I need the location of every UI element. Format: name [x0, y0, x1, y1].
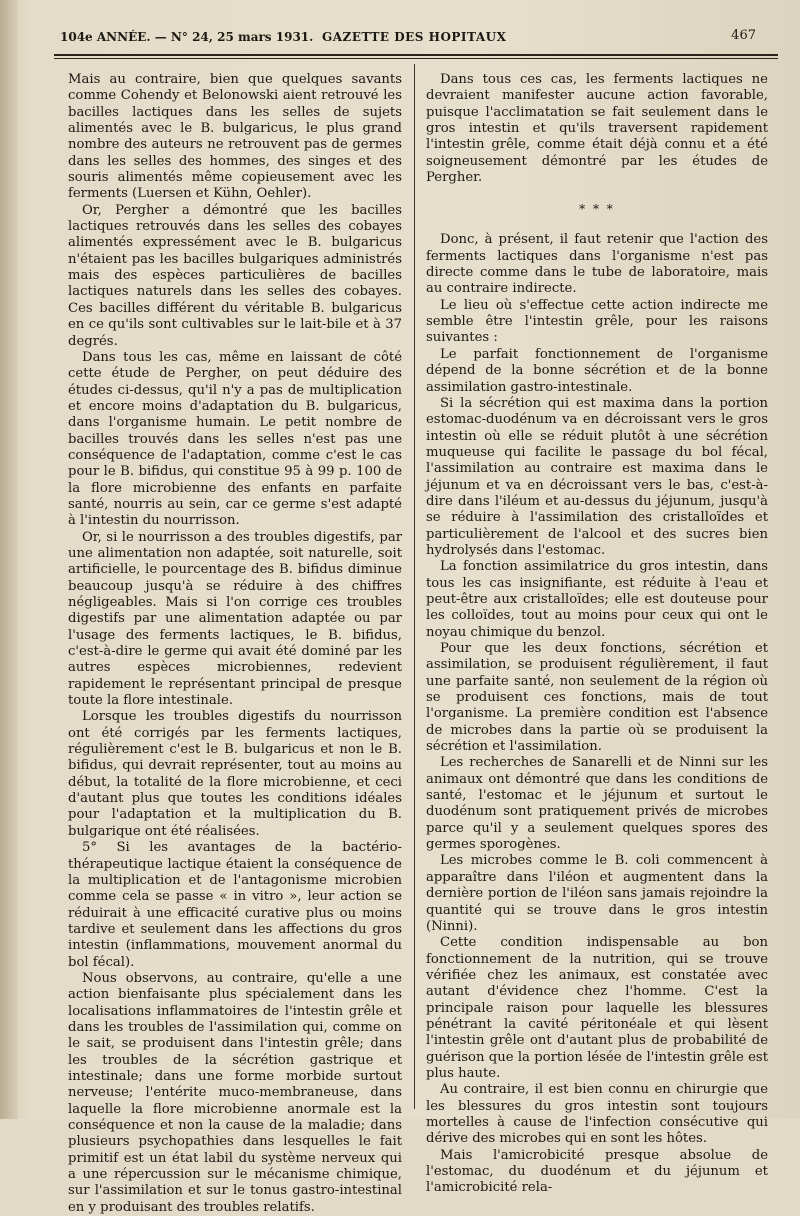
header-rule [54, 54, 778, 56]
page-number: 467 [731, 28, 756, 43]
paragraph: Donc, à présent, il faut retenir que l'action des ferments lactiques dans l'organisme n'est pas directe comme dans le tube de laboratoire, mais au contraire indirecte. [426, 232, 768, 297]
paragraph: Les recherches de Sanarelli et de Ninni sur les animaux ont démontré que dans les conditions de santé, l'estomac et le jéjunum et surtout le duodénum sont pratiquement privés de microbes parce qu'il y a seulement quelques spores des germes sporogènes. [426, 755, 768, 853]
paragraph: Or, si le nourrisson a des troubles digestifs, par une alimentation non adaptée, soit naturelle, soit artificielle, le pourcentage des B. bifidus diminue beaucoup jusqu'à se réduire à des chiffres négligeables. Mais si l'on corrige ces troubles digestifs par une alimentation adaptée ou par l'usage des ferments lactiques, le B. bifidus, c'est-à-dire le germe qui avait été dominé par les autres espèces microbiennes, redevient rapidement le représentant principal de presque toute la flore intestinale. [68, 529, 402, 709]
column-divider [414, 64, 415, 1109]
right-column [426, 72, 768, 1196]
header-rule-thin [54, 58, 778, 59]
binding-edge [0, 0, 18, 1119]
paragraph: Pour que les deux fonctions, sécrétion et assimilation, se produisent régulièrement, il faut une parfaite santé, non seulement de la région où se produisent ces fonctions, mais de tout l'organisme. La première condition est l'absence de microbes dans la partie où se produisent la sécrétion et l'assimilation. [426, 641, 768, 755]
section-separator: * * * [579, 202, 615, 217]
paragraph: Cette condition indispensable au bon fonctionnement de la nutrition, qui se trouve vérifiée chez les animaux, est constatée avec autant d'évidence chez l'homme. C'est la principale raison pour laquelle les blessures pénétrant la cavité péritonéale et qui lèsent l'intestin grêle ont d'autant plus de probabilité de guérison que la portion lésée de l'intestin grêle est plus haute. [426, 935, 768, 1081]
paragraph: Nous observons, au contraire, qu'elle a une action bienfaisante plus spécialement dans les localisations inflammatoires de l'intestin grêle et dans les troubles de l'assimilation qui, comme on le sait, se produisent dans l'intestin grêle; dans les troubles de la sécrétion gastrique et intestinale; dans une forme morbide surtout nerveuse; l'entérite muco-membraneuse, dans laquelle la flore microbienne anormale est la conséquence et non la cause de la maladie; dans plusieurs psychopathies dans lesquelles le fait primitif est un état labil du système nerveux qui a une répercussion sur le mécanisme chimique, sur l'assimilation et sur le tonus gastro-intestinal en y produisant des troubles relatifs. [68, 970, 402, 1215]
paragraph: Mais au contraire, bien que quelques savants comme Cohendy et Belonowski aient retrouvé les bacilles lactiques dans les selles de sujets alimentés avec le B. bulgaricus, le plus grand nombre des auteurs ne retrouvent pas de germes dans les selles des hommes, des singes et des souris alimentés même copieusement avec les ferments (Luersen et Kühn, Oehler). [68, 72, 402, 202]
paragraph: 5° Si les avantages de la bactério-thérapeutique lactique étaient la conséquence de la multiplication et de l'antagonisme microbien comme cela se passe « in vitro », leur action se réduirait à une efficacité curative plus ou moins tardive et seulement dans les affections du gros intestin (inflammations, mouvement anormal du bol fécal). [68, 840, 402, 970]
issue-info: 104e ANNÉE. — N° 24, 25 mars 1931. [60, 30, 314, 44]
paragraph: Dans tous les cas, même en laissant de côté cette étude de Pergher, on peut déduire des études ci-dessus, qu'il n'y a pas de multiplication et encore moins d'adaptation du B. bulgaricus, dans l'organisme humain. Le petit nombre de bacilles trouvés dans les selles n'est pas une conséquence de l'adaptation, comme c'est le cas pour le B. bifidus, qui constitue 95 à 99 p. 100 de la flore microbienne des enfants en parfaite santé, nourris au sein, car ce germe s'est adapté à l'intestin du nourrisson. [68, 349, 402, 529]
paragraph: Les microbes comme le B. coli commencent à apparaître dans l'iléon et augmentent dans la dernière portion de l'iléon sans jamais rejoindre la quantité qui se trouve dans le gros intestin (Ninni). [426, 853, 768, 934]
paragraph: Si la sécrétion qui est maxima dans la portion estomac-duodénum va en décroissant vers le gros intestin où elle se réduit plutôt à une sécrétion muqueuse qui facilite le passage du bol fécal, l'assimilation au contraire est maxima dans le jéjunum et va en décroissant vers le bas, c'est-à-dire dans l'iléum et au-dessus du jéjunum, jusqu'à se réduire à l'assimilation des cristalloïdes et particulièrement de l'alcool et des sucres bien hydrolysés dans l'estomac. [426, 395, 768, 558]
paragraph: Mais l'amicrobicité presque absolue de l'estomac, du duodénum et du jéjunum et l'amicrobicité rela- [426, 1147, 768, 1196]
running-head [60, 30, 760, 50]
paragraph: Dans tous ces cas, les ferments lactiques ne devraient manifester aucune action favorable, puisque l'acclimatation se fait seulement dans le gros intestin et qu'ils traversent rapidement l'intestin grêle, comme était déjà connu et a été soigneusement démontré par les études de Pergher. [426, 72, 768, 186]
paragraph: La fonction assimilatrice du gros intestin, dans tous les cas insignifiante, est réduite à l'eau et peut-être aux cristalloïdes; elle est douteuse pour les colloïdes, tout au moins pour ceux qui ont le noyau chimique du benzol. [426, 559, 768, 640]
paragraph: Le parfait fonctionnement de l'organisme dépend de la bonne sécrétion et de la bonne assimilation gastro-intestinale. [426, 346, 768, 395]
paragraph: Or, Pergher a démontré que les bacilles lactiques retrouvés dans les selles des cobayes alimentés expressément avec le B. bulgaricus n'étaient pas les bacilles bulgariques administrés mais des espèces particulières de bacilles lactiques naturels dans les selles des cobayes. Ces bacilles différent du véritable B. bulgaricus en ce qu'ils sont cultivables sur le lait-bile et à 37 degrés. [68, 202, 402, 349]
journal-title: GAZETTE DES HOPITAUX [322, 30, 507, 44]
paragraph: Au contraire, il est bien connu en chirurgie que les blessures du gros intestin sont toujours mortelles à cause de l'infection consécutive qui dérive des microbes qui en sont les hôtes. [426, 1082, 768, 1147]
paragraph: Le lieu où s'effectue cette action indirecte me semble être l'intestin grêle, pour les raisons suivantes : [426, 297, 768, 346]
left-column [68, 72, 402, 1215]
paragraph: Lorsque les troubles digestifs du nourrisson ont été corrigés par les ferments lactiques, régulièrement c'est le B. bulgaricus et non le B. bifidus, qui devrait représenter, tout au moins au début, la totalité de la flore microbienne, et ceci d'autant plus que toutes les conditions idéales pour l'adaptation et la multiplication du B. bulgarique ont été réalisées. [68, 709, 402, 839]
